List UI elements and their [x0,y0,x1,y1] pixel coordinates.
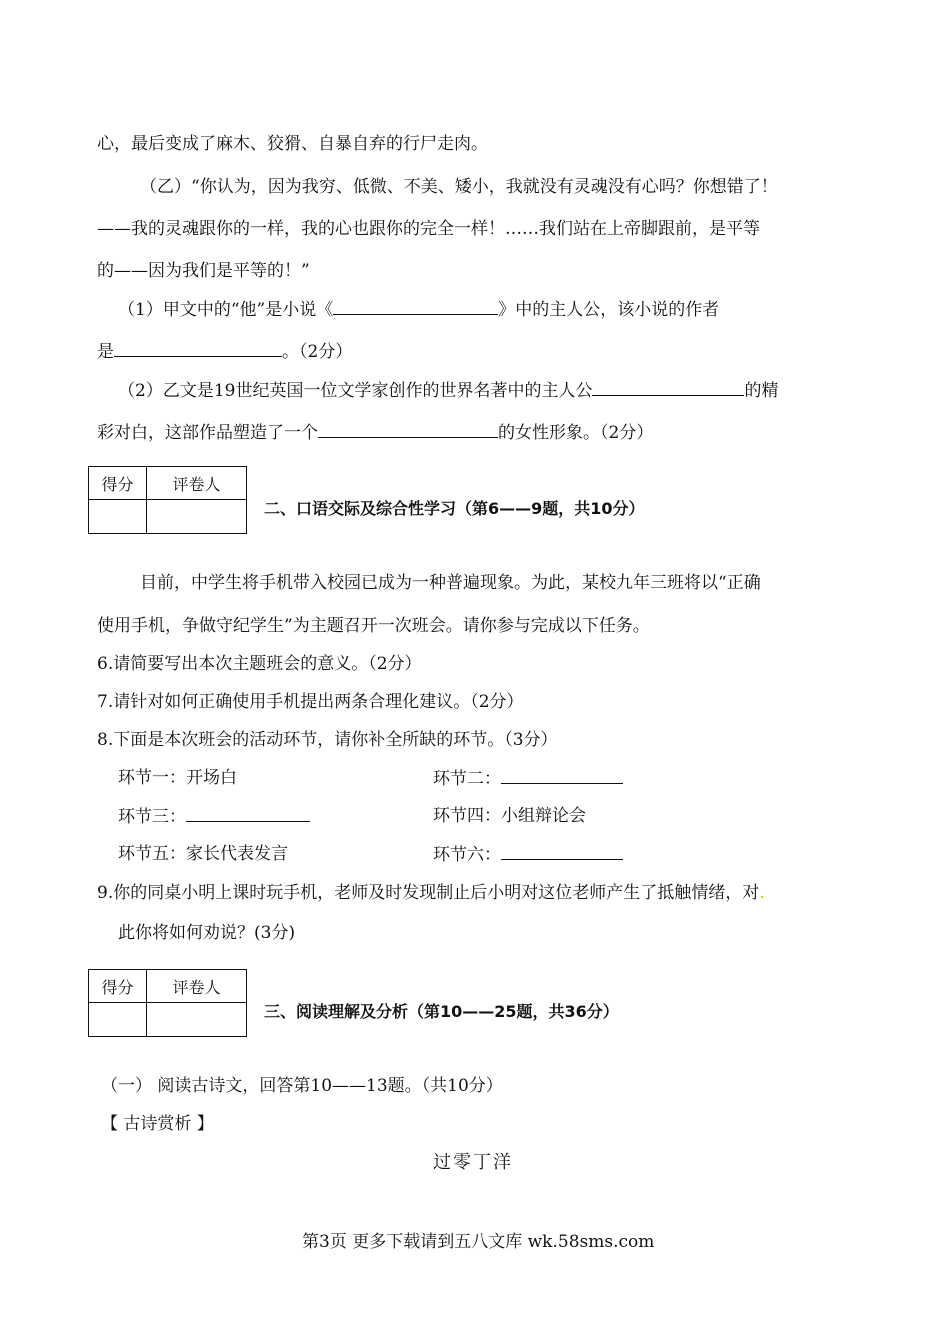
step-4: 环节四：小组辩论会 [433,806,586,826]
question-9 [97,882,765,904]
poem-label: 【 古诗赏析 】 [101,1114,214,1134]
text-line: ——我的灵魂跟你的一样，我的心也跟你的完全一样！……我们站在上帝脚跟前，是平等 [97,219,760,239]
score-cell[interactable] [89,1003,147,1037]
question-9-cont: 此你将如何劝说？(3分) [118,923,296,943]
step-6 [433,843,623,866]
text-line: （乙）“你认为，因为我穷、低微、不美、矮小，我就没有灵魂没有心吗？你想错了！ [140,177,778,197]
grader-label: 评卷人 [147,467,247,500]
answer-blank[interactable] [333,298,498,315]
grader-cell[interactable] [147,500,247,534]
question-1 [118,298,719,321]
text-line: 的——因为我们是平等的！” [97,261,310,281]
answer-blank[interactable] [318,421,498,438]
grader-cell[interactable] [147,1003,247,1037]
question-6: 6.请简要写出本次主题班会的意义。（2分） [97,654,422,674]
text: 环节二： [433,769,501,789]
score-table [88,969,247,1037]
step-5: 环节五：家长代表发言 [118,844,288,864]
score-label: 得分 [89,970,147,1003]
text: 的精 [744,381,779,401]
question-2-cont [97,421,653,444]
text-line: 心，最后变成了麻木、狡猾、自暴自弃的行尸走肉。 [97,134,488,154]
answer-blank[interactable] [186,805,310,822]
score-label: 得分 [89,467,147,500]
answer-blank[interactable] [501,843,623,860]
answer-blank[interactable] [501,767,623,784]
poem-title: 过零丁洋 [433,1152,513,1173]
step-2 [433,767,623,790]
text: 的女性形象。（2分） [498,423,654,443]
text: 》中的主人公，该小说的作者 [498,300,720,320]
subsection-title: （一） 阅读古诗文，回答第10——13题。（共10分） [101,1076,503,1096]
text: （2）乙文是19世纪英国一位文学家创作的世界名著中的主人公 [118,381,593,401]
grader-label: 评卷人 [147,970,247,1003]
page-footer: 第3页 更多下载请到五八文库 wk.58sms.com [302,1232,655,1252]
text: 是 [97,342,114,362]
score-cell[interactable] [89,500,147,534]
question-7: 7.请针对如何正确使用手机提出两条合理化建议。（2分） [97,692,524,712]
answer-blank[interactable] [114,340,282,357]
question-8: 8.下面是本次班会的活动环节，请你补全所缺的环节。（3分） [97,730,558,750]
score-table [88,466,247,534]
section-heading: 二、口语交际及综合性学习（第6——9题，共10分） [264,499,645,518]
text: 彩对白，这部作品塑造了一个 [97,423,318,443]
text: 。（2分） [282,342,353,362]
text-line: 使用手机，争做守纪学生”为主题召开一次班会。请你参与完成以下任务。 [97,616,650,636]
question-1-cont [97,340,352,363]
step-1: 环节一：开场白 [118,768,237,788]
mark-dot: . [759,883,765,903]
answer-blank[interactable] [592,379,744,396]
question-2 [118,379,778,402]
step-3 [118,805,310,828]
text-line: 目前，中学生将手机带入校园已成为一种普遍现象。为此，某校九年三班将以“正确 [140,573,761,593]
text: 环节三： [118,807,186,827]
text: 9.你的同桌小明上课时玩手机，老师及时发现制止后小明对这位老师产生了抵触情绪，对 [97,883,760,903]
text: （1）甲文中的“他”是小说《 [118,300,334,320]
section-heading: 三、阅读理解及分析（第10——25题，共36分） [264,1002,619,1021]
text: 环节六： [433,845,501,865]
